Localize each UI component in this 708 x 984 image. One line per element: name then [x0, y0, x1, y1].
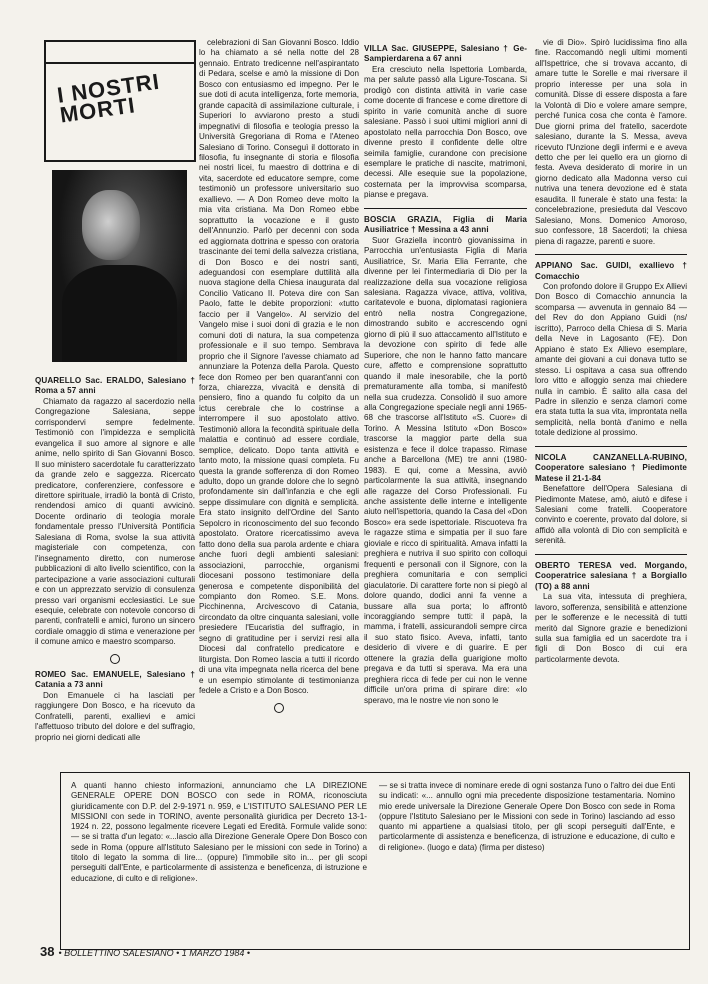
separator-line: [535, 254, 687, 255]
page-footer: [40, 944, 250, 959]
obit-text: Chiamato da ragazzo al sacerdozio nella Congregazione Salesiana, seppe corrispondervi sempre fedelmente. Testimoniò con l'impidezza e semplicità evangelica il suo amore al signore e alle anime, nello spirito di San Giovanni Bosco. Il suo ministero sacerdotale fu caratterizzato da grande zelo e saggezza. Ricercato predicatore, conferenziere, confessore e direttore spirituale, irradiò la bontà di Cristo, rendendosi amico di quanti avvicinò. Docente ordinario di teologia morale fondamentale presso l'Università Pontificia Salesiana di Roma, svolse la sua attività magisteriale con competenza, con l'insegnamento diretto, con numerose pubblicazioni di alto livello scientifico, con la partecipazione a varie associazioni culturali e con un apprezzato servizio di consulenza presso vari organismi ecclesiastici. Le sue esequie, celebrate con notevole concorso di parenti, confratelli e amici, furono un sincero cordiale omaggio di stima e venerazione per il comune amico e maestro scomparso.: [35, 396, 195, 647]
obit-text: Con profondo dolore il Gruppo Ex Allievi Don Bosco di Comacchio annuncia la scomparsa — avvenuta in gennaio 84 — del Rev do don Appiano Guidi (ns/ iscritto), Parroco della Chiesa di S. Maria della Neve in Lagosanto (FE). Don Appiano è stato Ex Allievo esemplare, amante dei giovani a cui donava tutto se stesso. Li ospitava a casa sua offrendo loro vitto e alloggio senza mai chiedere nulla in cambio. È salito alla casa del Padre in silenzio e senza clamori come era stata tutta la sua vita, improntata nella semplicità, nella bontà d'animo e nella totale dedizione al prossimo.: [535, 281, 687, 438]
column-1: [35, 370, 195, 743]
obit-text: Benefattore dell'Opera Salesiana di Piedimonte Matese, amò, aiutò e difese i Salesiani come fratelli. Cooperatore convinto e coerente, provato dal dolore, si affidò alla volontà di Dio con semplicità e serenità.: [535, 484, 687, 546]
obit-header: ROMEO Sac. EMANUELE, Salesiano † Catania a 73 anni: [35, 669, 195, 690]
separator-line: [535, 446, 687, 447]
obit-header: BOSCIA GRAZIA, Figlia di Maria Ausiliatrice † Messina a 43 anni: [364, 214, 527, 235]
column-4: [535, 38, 687, 665]
obit-text: La sua vita, intessuta di preghiera, lavoro, sofferenza, sensibilità e attenzione per le sofferenze e le necessità di tutti meritò dal Signore grazie e benedizioni sulla sua famiglia ed un sacerdote tra i figli di Don Bosco di cui era particolarmente devota.: [535, 592, 687, 664]
separator-line: [535, 554, 687, 555]
separator-circle: [274, 703, 284, 713]
separator-line: [364, 208, 527, 209]
legacy-notice-box: [60, 772, 690, 950]
heading-bar: [46, 42, 194, 64]
obit-text: vie di Dio». Spirò lucidissima fino alla fine. Raccomandò negli ultimi momenti all'Ispettrice, che si trovava accanto, di amare tutte le Sorelle e mai riversare il proprio interesse per una sola in comunità. Disse di essere disposta a fare la Volontà di Dio e volere amare sempre, perché l'unica cosa che conta è l'amore. Due giorni prima del fratello, sacerdote salesiano, durante la S. Messa, aveva ricevuto l'Unzione degli infermi e e aveva detto che per lei quello era un giorno di festa. Aveva desiderato di morire in un giorno dedicato alla Madonna verso cui nutriva una tenera devozione ed è stata esaudita. Il funerale è stato una festa: la concelebrazione, presieduta dal Vescovo Salesiano, Mons. Domenico Amoroso, suo confessore, 18 Sacerdoti; la chiesa piena di ragazze, parenti e suore.: [535, 38, 687, 246]
separator-circle: [110, 654, 120, 664]
obit-header: APPIANO Sac. GUIDI, exallievo † Comacchio: [535, 261, 687, 281]
obit-text: Suor Graziella incontrò giovanissima in Parrocchia un'entusiasta Figlia di Maria Ausiliatrice, Sr. Maria Elia Ferrante, che divenne per lei l'intermediaria di Dio per la realizzazione della sua vocazione religiosa salesiana. Ragazza vivace, attiva, volitiva, caritatevole e buona, diplomatasi ragioniera entrò nella nostra Congregazione, dimostrando subito e accrescendo ogni giorno di più il suo attaccamento all'Istituto e la devozione con spirito di fede alle Superiore, che non le hanno fatto mancare cure, affetto e comprensione soprattutto quando il male inesorabile, che la portò prematuramente alla tomba, si manifestò nella sua crudezza. Consolidò il suo amore alla Congregazione speciale negli anni 1965-68 che trascorse all'Istituto «S. Cuore» di Torino. A Messina Istituto «Don Bosco» trascorse la maggior parte della sua esistenza e fece il dolce trapasso. Rimase anche a Barcellona (ME) tre anni (1980-1983). E qui, come a Messina, avviò particolarmente la sua attività, insegnando alle ragazze del Corso Professionali. Fu anche assistente delle interne e intelligente aiuto nell'ispettoria, quando la Casa del «Don Bosco» era sede ispettoriale. Riscuoteva fra le ragazze stima e simpatia per il suo fare gioviale e ricco di spiritualità. Amava infatti la preghiera e nutriva il suo spirito con colloqui frequenti e personali con il Signore, con la preghiera comunitaria e con semplici giaculatorie. Di carattere forte non si piegò al dolore quando, dodici anni fa venne a bussare alla sua porta; lo affrontò incoraggiando sempre tutti: il papà, la mamma, i fratelli, assicurandoli sempre circa il suo stato fisico. Aveva, infatti, tanto desiderio di vivere e di guarire. E per ottenere la grazia della guarigione molto pregava e da tutti si sperava. Ma era una preghiera ricca di fede per cui non le venne difficile un'ora prima di spirare dire: «Io speravo, ma le nostre vie non sono le: [364, 235, 527, 705]
heading-box: [44, 40, 196, 162]
obit-text: celebrazioni di San Giovanni Bosco. Iddio lo ha chiamato a sé nella notte del 28 gennaio. Entrato tredicenne nell'aspirantato di Pedara, scelse e amò la missione di Don Bosco con entusiasmo ed impegno. Per le sue doti di acuta intelligenza, forte memoria, grande capacità di assimilazione culturale, i Superiori lo avviarono presto a studi impegnativi di filosofia e teologia presso la Università Gregoriana di Roma e l'Ateneo Salesiano di Torino. Conseguì il dottorato in filosofia, fu insegnante di storia e filosofia nei nostri licei, fu maestro di dottrina e di vita, sacerdote ed educatore sempre, come testimoniò un professore universitario suo exallievo. — A Don Romeo deve molto la mia vita cristiana. Ma Don Romeo ebbe soprattutto la vocazione e il gusto dell'Annunzio. Parlò per decenni con soda ed aggiornata dottrina e spesso con oratoria trascinante dei temi della salvezza cristiana, di Don Bosco e dei nostri santi, adeguandosi con esemplare duttilità alla nuova stagione della Chiesa inaugurata dal Concilio Vaticano II. Poteva dire con San Paolo, fatte le debite proporzioni: «tutto faccio per il Vangelo». Al servizio del Vangelo mise i suoi doni di grazia e le non comuni doti di natura, la sua competenza professionale e il suo tempo. Sembrava proprio che il Signore l'avesse chiamato ad annunziare la Potenza della Parola. Questo fece don Romeo per ben quarant'anni con forza, chiarezza, vivacità e densità di pensiero, fino a quando fu colpito da un ictus cerebrale che lo costrinse a interrompere il suo apostolato attivo. Testimoniò allora la fecondità spirituale della malattia e continuò ad essere cordiale, semplice, delicato. Dopo tanta attività e tanto moto, la missione quasi completa. Fu questa la grande sofferenza di don Romeo adulto, dopo un grande dolore che lo segnò profondamente sin dall'infanzia e che egli seppe dissimulare con dignità e semplicità. Era stato insignito dell'Ordine del Santo Sepolcro in riconoscimento del suo fecondo apostolato. Oratore ricercatissimo aveva fatto dono della sua parola ardente e chiara anche fuori degli ambienti salesiani: associazioni, parrocchie, organismi diocesani possono testimoniare della generosa e competente disponibilità del compianto don Romeo. S.E. Mons. Picchinenna, Arcivescovo di Catania, circondato da oltre cinquanta salesiani, volle presiedere l'Eucaristia del suffragio, in segno di gratitudine per i servizi resi alla Diocesi dal confratello predicatore e liturgista. Don Romeo lascia a tutti il ricordo di una vita impegnata nella ricerca del bene e un esempio stimolante di testimonianza fedele a Cristo e a Don Bosco.: [199, 38, 359, 696]
obit-header: VILLA Sac. GIUSEPPE, Salesiano † Ge-Sampierdarena a 67 anni: [364, 44, 527, 64]
portrait-body: [62, 265, 177, 362]
portrait-face: [82, 190, 140, 260]
obit-text: Don Emanuele ci ha lasciati per raggiungere Don Bosco, e ha ricevuto da Confratelli, parenti, exallievi e amici l'affettuoso tributo del dolore e del suffragio, proprio nei giorni dedicati alle: [35, 690, 195, 742]
notice-left: A quanti hanno chiesto informazioni, annunciamo che LA DIREZIONE GENERALE OPERE DON BOSCO con sede in ROMA, riconosciuta giuridicamente con D.P. del 2-9-1971 n. 959, e L'ISTITUTO SALESIANO PER LE MISSIONI con sede in TORINO, avente personalità giuridica per Decreto 13-1-1924 n. 22, possono legalmente ricevere Legati ed Eredità. Formule valide sono: — se si tratta d'un legato: «...lascio alla Direzione Generale Opere Don Bosco con sede in Roma (oppure all'Istituto Salesiano per le missioni con sede in Torino) a titolo di legato la somma di lire... (oppure) l'immobile sito in... per gli scopi perseguiti dall'Ente, e particolarmente di assistenza e beneficenza, di istruzione e educazione, di culto e di religione».: [71, 781, 367, 883]
portrait-photo: [52, 170, 187, 362]
footer-text: • BOLLETTINO SALESIANO • 1 MARZO 1984 •: [58, 948, 250, 958]
page-number: 38: [40, 944, 55, 959]
obit-header: OBERTO TERESA ved. Morgando, Cooperatrice salesiana † a Borgiallo (TO) a 88 anni: [535, 560, 687, 591]
obit-text: Era cresciuto nella Ispettoria Lombarda, ma per salute passò alla Ligure-Toscana. Si prodigò con distinta attività in varie case come docente di francese e come direttore di spirito in varie comunità anche di suore salesiane. Passò i suoi ultimi migliori anni di apostolato nella parrocchia Don Bosco, ove divenne presto il confidente delle oltre seimila famiglie, curandone con precisione esemplare le pratiche di nascite, matrimoni, decessi. Alle esequie sue la popolazione, costernata per la improvvisa scomparsa, pianse e pregava.: [364, 64, 527, 200]
notice-right: — se si tratta invece di nominare erede di ogni sostanza l'uno o l'altro dei due Enti su indicati: «... annullo ogni mia precedente disposizione testamentaria. Nomino mio erede universale la Direzione Generale Opere Don Bosco con sede in Roma (oppure l'Istituto Salesiano per le Missioni con sede in Torino) lasciando ad esso quanto mi appartiene a qualsiasi titolo, per gli scopi perseguiti dall'Ente, e particolarmente di assistenza e beneficenza, di istruzione e educazione, di culto e di religione». (luogo e data) (firma per disteso): [379, 781, 675, 852]
obit-header: QUARELLO Sac. ERALDO, Salesiano † Roma a 57 anni: [35, 376, 195, 396]
page-heading: I NOSTRI MORTI: [55, 68, 162, 128]
obit-header: NICOLA CANZANELLA-RUBINO, Cooperatore salesiano † Piedimonte Matese il 21-1-84: [535, 452, 687, 483]
column-3: [364, 38, 527, 706]
column-2: [199, 38, 359, 719]
